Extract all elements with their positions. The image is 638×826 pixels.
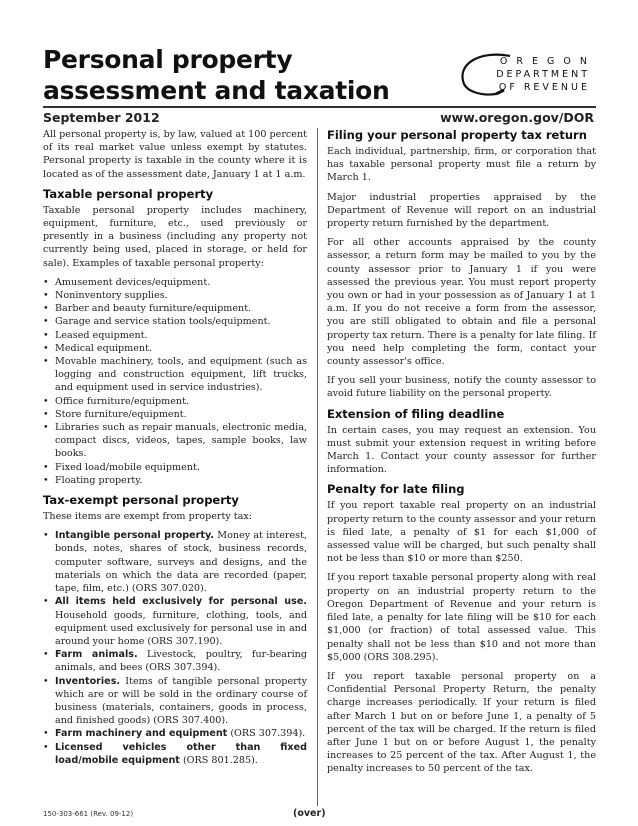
taxable-heading: Taxable personal property bbox=[43, 186, 214, 201]
page-title: Personal property assessment and taxation bbox=[43, 45, 390, 105]
extension-heading: Extension of filing deadline bbox=[327, 406, 505, 421]
filing-paragraph-1: Each individual, partnership, firm, or corporation that has taxable personal property must file a return by March 1. bbox=[327, 146, 596, 184]
penalty-paragraph-1: If you report taxable real property on an industrial property return to the county assessor and your return is filed late, a penalty of $1 for each $1,000 of assessed value will be charged, but such penalty shall not be less than $10 or more than $250. bbox=[327, 500, 596, 565]
exempt-item-title: Inventories. bbox=[55, 675, 121, 687]
taxable-item-text: Medical equipment. bbox=[55, 342, 152, 354]
bullet-icon: • bbox=[43, 728, 49, 740]
bullet-icon: • bbox=[43, 276, 49, 288]
exempt-list bbox=[43, 529, 307, 767]
over-indicator: (over) bbox=[293, 808, 326, 819]
exempt-item-text: Money at interest, bonds, notes, shares of stock, business records, computer software, surveys and designs, and the materials on which the data are recorded (paper, tape, film, etc.) (ORS 307.020). bbox=[55, 530, 307, 595]
bullet-icon: • bbox=[43, 329, 49, 341]
exempt-item bbox=[43, 648, 307, 674]
exempt-item-text: Livestock, poultry, fur-bearing animals, and bees (ORS 307.394). bbox=[55, 649, 307, 674]
bullet-icon: • bbox=[43, 303, 49, 315]
bullet-icon: • bbox=[43, 530, 49, 542]
bullet-icon: • bbox=[43, 356, 49, 368]
taxable-item-text: Office furniture/equipment. bbox=[55, 395, 190, 407]
exempt-item-text: Household goods, furniture, clothing, tools, and equipment used exclusively for personal use in and around your home (ORS 307.190). bbox=[55, 609, 307, 647]
taxable-item bbox=[43, 329, 307, 342]
exempt-paragraph: These items are exempt from property tax: bbox=[43, 511, 253, 523]
taxable-item-text: Floating property. bbox=[55, 474, 143, 486]
bullet-icon: • bbox=[43, 408, 49, 420]
taxable-item bbox=[43, 276, 307, 289]
exempt-item bbox=[43, 741, 307, 767]
bullet-icon: • bbox=[43, 649, 49, 661]
taxable-item bbox=[43, 408, 307, 421]
taxable-list bbox=[43, 276, 307, 487]
exempt-item-title: Licensed vehicles other than fixed load/mobile equipment bbox=[55, 741, 307, 766]
extension-paragraph: In certain cases, you may request an extension. You must submit your extension request in writing before March 1. Contact your county assessor for further information. bbox=[327, 424, 596, 476]
bullet-icon: • bbox=[43, 461, 49, 473]
taxable-item-text: Barber and beauty furniture/equipment. bbox=[55, 303, 252, 315]
exempt-item bbox=[43, 529, 307, 595]
bullet-icon: • bbox=[43, 741, 49, 753]
filing-paragraph-3: For all other accounts appraised by the county assessor, a return form may be mailed to you by the county assessor prior to January 1 if you were assessed the previous year. You must report property you own or had in your possession as of January 1 at 1 a.m. If you do not receive a form from the assessor, you are still obligated to obtain and file a personal property tax return. There is a penalty for late filing. If you need help completing the form, contact your county assessor's office. bbox=[327, 237, 596, 368]
penalty-paragraph-3: If you report taxable personal property on a Confidential Personal Property Return, the penalty charge increases periodically. If your return is filed after March 1 but on or before June 1, a penalty of 5 percent of the tax will be charged. If the return is filed after June 1 but on or before August 1, the penalty increases to 25 percent of the tax. After August 1, the penalty increases to 50 percent of the tax. bbox=[327, 670, 596, 775]
taxable-item bbox=[43, 395, 307, 408]
exempt-item-title: Farm animals. bbox=[55, 649, 138, 661]
filing-heading: Filing your personal property tax return bbox=[327, 128, 587, 142]
exempt-item bbox=[43, 675, 307, 728]
exempt-item bbox=[43, 595, 307, 648]
taxable-item bbox=[43, 474, 307, 487]
taxable-item-text: Amusement devices/equipment. bbox=[55, 276, 211, 288]
exempt-item-title: Farm machinery and equipment bbox=[55, 728, 228, 740]
logo-line-department: DEPARTMENT bbox=[496, 69, 590, 80]
taxable-item-text: Movable machinery, tools, and equipment (such as logging and construction equipment, lift trucks, and equipment used in service industries). bbox=[55, 356, 307, 394]
penalty-heading: Penalty for late filing bbox=[327, 482, 465, 497]
taxable-item-text: Fixed load/mobile equipment. bbox=[55, 461, 200, 473]
filing-paragraph-4: If you sell your business, notify the county assessor to avoid future liability on the personal property. bbox=[327, 375, 596, 400]
oregon-dor-logo bbox=[452, 50, 612, 100]
right-column bbox=[327, 128, 596, 782]
bullet-icon: • bbox=[43, 422, 49, 434]
bullet-icon: • bbox=[43, 596, 49, 608]
taxable-item bbox=[43, 421, 307, 461]
exempt-item-title: All items held exclusively for personal use. bbox=[55, 596, 307, 608]
taxable-item bbox=[43, 355, 307, 395]
exempt-item-title: Intangible personal property. bbox=[55, 530, 215, 542]
taxable-item-text: Garage and service station tools/equipment. bbox=[55, 316, 271, 328]
exempt-item-text: (ORS 801.285). bbox=[179, 754, 258, 766]
taxable-paragraph: Taxable personal property includes machinery, equipment, furniture, etc., used previously or presently in a business (including any property not currently being used, placed in storage, or held for sale). Examples of taxable personal property: bbox=[43, 204, 307, 269]
intro-paragraph: All personal property is, by law, valued at 100 percent of its real market value unless exempt by statutes. Personal property is taxable in the county where it is located as of the assessment date, January 1 at 1 a.m. bbox=[43, 129, 307, 180]
penalty-paragraph-2: If you report taxable personal property along with real property on an industrial property return to the Oregon Department of Revenue and your return is filed late, a penalty for late filing will be $10 for each $1,000 (or fraction) of total assessed value. This penalty shall not be less than $10 and not more than $5,000 (ORS 308.295). bbox=[327, 572, 596, 663]
form-number: 150-303-661 (Rev. 09-12) bbox=[43, 810, 134, 818]
column-divider bbox=[317, 128, 318, 806]
taxable-item-text: Leased equipment. bbox=[55, 329, 148, 341]
taxable-item bbox=[43, 289, 307, 302]
taxable-item bbox=[43, 461, 307, 474]
filing-paragraph-2: Major industrial properties appraised by the Department of Revenue will report on an industrial property return furnished by the department. bbox=[327, 191, 596, 230]
exempt-item-text: (ORS 307.394). bbox=[227, 728, 306, 740]
left-column bbox=[43, 128, 307, 773]
publication-date: September 2012 bbox=[43, 110, 160, 125]
exempt-heading: Tax-exempt personal property bbox=[43, 493, 239, 508]
exempt-item-text: Items of tangible personal property which are or will be sold in the ordinary course of business (materials, containers, goods in process, and finished goods) (ORS 307.400). bbox=[55, 675, 307, 727]
taxable-item-text: Store furniture/equipment. bbox=[55, 408, 187, 420]
bullet-icon: • bbox=[43, 675, 49, 687]
bullet-icon: • bbox=[43, 474, 49, 486]
logo-line-oregon: O R E G O N bbox=[499, 56, 590, 67]
bullet-icon: • bbox=[43, 395, 49, 407]
taxable-item bbox=[43, 315, 307, 328]
bullet-icon: • bbox=[43, 316, 49, 328]
header-divider bbox=[43, 106, 596, 108]
exempt-item bbox=[43, 727, 307, 740]
logo-line-revenue: OF REVENUE bbox=[498, 82, 590, 93]
taxable-item bbox=[43, 302, 307, 315]
bullet-icon: • bbox=[43, 290, 49, 302]
taxable-item-text: Noninventory supplies. bbox=[55, 290, 168, 302]
taxable-item-text: Libraries such as repair manuals, electronic media, compact discs, videos, tapes, sample books, law books. bbox=[55, 422, 307, 460]
website-url[interactable]: www.oregon.gov/DOR bbox=[440, 110, 594, 125]
taxable-item bbox=[43, 342, 307, 355]
bullet-icon: • bbox=[43, 342, 49, 354]
